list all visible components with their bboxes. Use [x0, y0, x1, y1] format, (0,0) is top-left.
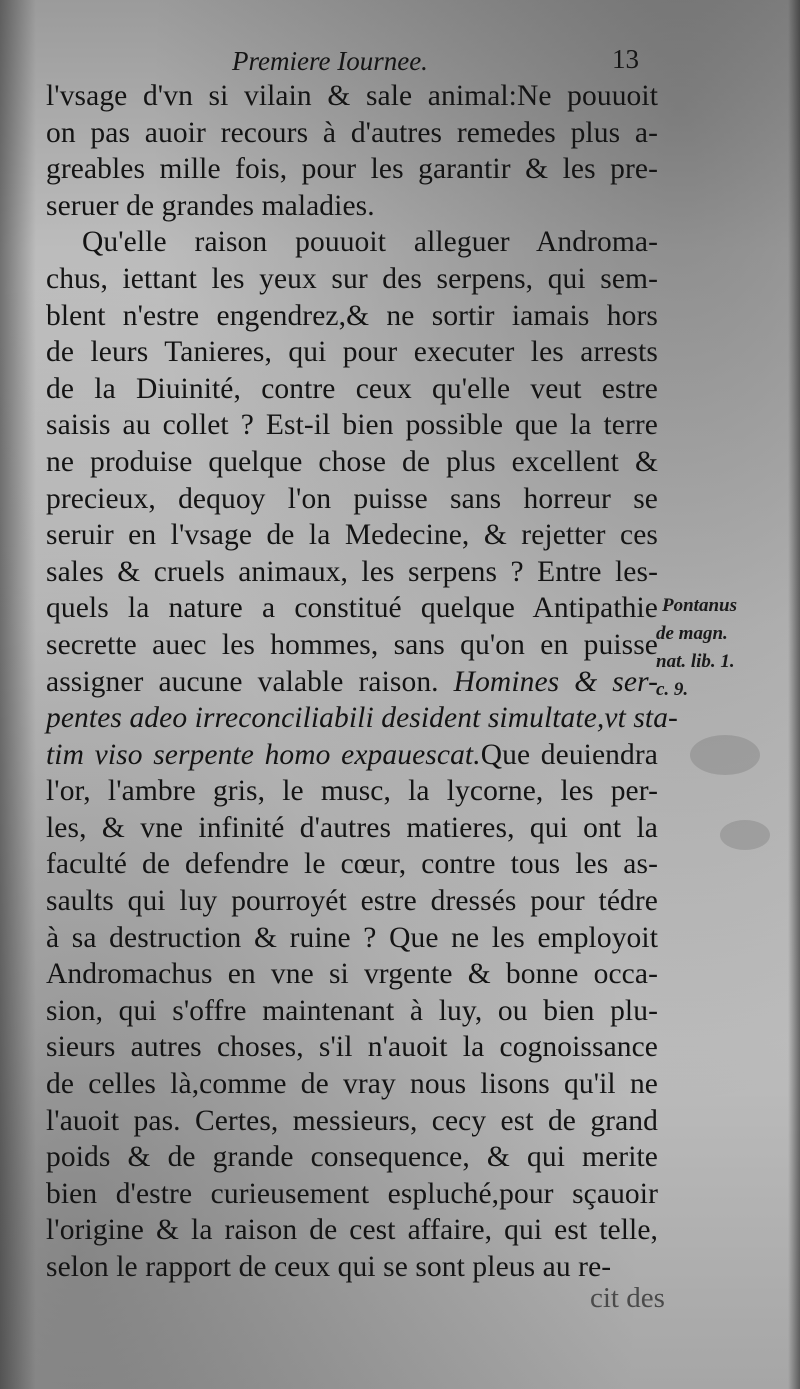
text-segment: secrette auec les hommes, sans qu'on en puisse	[46, 628, 658, 661]
text-line	[46, 224, 658, 261]
text-line	[46, 700, 678, 737]
text-line	[46, 481, 658, 518]
text-segment: ne produise quelque chose de plus excellent &	[46, 445, 658, 478]
text-segment: sieurs autres choses, s'il n'auoit la cognoissance	[46, 1031, 658, 1064]
text-segment: poids & de grande consequence, & qui merite	[46, 1141, 658, 1174]
text-line	[46, 407, 658, 444]
text-line	[46, 627, 658, 664]
text-segment: Andromachus en vne si vrgente & bonne occa-	[46, 958, 658, 991]
text-segment: les, & vne infinité d'autres matieres, qui ont la	[46, 811, 658, 844]
marginal-note-line: nat. lib. 1.	[656, 651, 735, 672]
text-segment: Qu'elle raison pouuoit alleguer Androma-	[82, 226, 658, 259]
text-segment: l'vsage d'vn si vilain & sale animal:Ne pouuoit	[46, 80, 658, 112]
text-segment: sales & cruels animaux, les serpens ? Entre les-	[46, 555, 658, 588]
text-segment: à sa destruction & ruine ? Que ne les employoit	[46, 921, 658, 954]
text-line	[46, 590, 658, 627]
marginal-note-line: c. 9.	[656, 679, 689, 700]
text-line	[46, 1066, 658, 1103]
text-line	[46, 883, 658, 920]
text-line	[46, 78, 658, 115]
text-segment: sion, qui s'offre maintenant à luy, ou bien plu-	[46, 994, 658, 1027]
latin-quotation: pentes adeo irreconciliabili desident simultate,vt sta-	[46, 702, 678, 735]
text-segment: selon le rapport de ceux qui se sont pleus au re-	[46, 1251, 612, 1283]
text-segment: l'or, l'ambre gris, le musc, la lycorne, les per-	[46, 775, 658, 808]
latin-quotation: tim viso serpente homo expauescat.	[46, 738, 481, 771]
text-line	[46, 846, 658, 883]
marginal-note	[656, 592, 796, 704]
text-line	[46, 664, 658, 701]
ink-smudge	[720, 820, 770, 850]
page-number: 13	[612, 44, 639, 74]
text-line	[46, 1176, 658, 1213]
text-segment: faculté de defendre le cœur, contre tous les as-	[46, 848, 658, 881]
text-line	[46, 1139, 658, 1176]
text-segment: l'origine & la raison de cest affaire, qui est telle,	[46, 1214, 658, 1247]
text-line	[46, 298, 658, 335]
text-segment: saisis au collet ? Est-il bien possible que la terre	[46, 409, 658, 442]
text-segment: bien d'estre curieusement espluché,pour sçauoir	[46, 1177, 658, 1210]
text-line	[46, 920, 658, 957]
text-line	[46, 1249, 658, 1286]
catchword: cit des	[590, 1282, 665, 1314]
text-segment: blent n'estre engendrez,& ne sortir iamais hors	[46, 299, 658, 332]
latin-quotation: Homines & ser-	[453, 665, 658, 698]
text-line	[46, 444, 658, 481]
marginal-note-line: de magn.	[656, 623, 728, 644]
text-segment: de la Diuinité, contre ceux qu'elle veut estre	[46, 372, 658, 405]
text-segment: l'auoit pas. Certes, messieurs, cecy est de grand	[46, 1104, 658, 1137]
text-line	[46, 151, 658, 188]
text-line	[46, 737, 658, 774]
text-line	[46, 261, 658, 298]
text-line	[46, 115, 658, 152]
text-segment: chus, iettant les yeux sur des serpens, qui sem-	[46, 262, 658, 295]
text-segment: on pas auoir recours à d'autres remedes plus a-	[46, 116, 658, 149]
page-gutter-shadow	[0, 0, 36, 1389]
text-line	[46, 1212, 658, 1249]
text-segment: Que deuiendra	[480, 738, 658, 771]
text-line	[46, 1103, 658, 1140]
text-segment: de celles là,comme de vray nous lisons qu'il ne	[46, 1068, 658, 1101]
text-segment: greables mille fois, pour les garantir & les pre-	[46, 153, 658, 186]
text-line	[46, 773, 658, 810]
text-segment: assigner aucune valable raison.	[46, 665, 454, 698]
text-segment: seruir en l'vsage de la Medecine, & rejetter ces	[46, 519, 658, 552]
text-line	[46, 956, 658, 993]
marginal-note-line: Pontanus	[662, 595, 737, 616]
text-line	[46, 993, 658, 1030]
ink-smudge	[690, 735, 760, 775]
text-segment: de leurs Tanieres, qui pour executer les arrests	[46, 336, 658, 369]
text-line	[46, 810, 658, 847]
text-segment: seruer de grandes maladies.	[46, 189, 375, 222]
running-head: Premiere Iournee.	[232, 46, 428, 76]
text-line	[46, 188, 658, 225]
text-line	[46, 517, 658, 554]
text-segment: precieux, dequoy l'on puisse sans horreur se	[46, 482, 658, 515]
text-segment: quels la nature a constitué quelque Antipathie	[46, 592, 658, 625]
text-segment: saults qui luy pourroyét estre dressés pour tédre	[46, 885, 658, 918]
text-line	[46, 334, 658, 371]
text-line	[46, 371, 658, 408]
text-line	[46, 1029, 658, 1066]
text-line	[46, 554, 658, 591]
